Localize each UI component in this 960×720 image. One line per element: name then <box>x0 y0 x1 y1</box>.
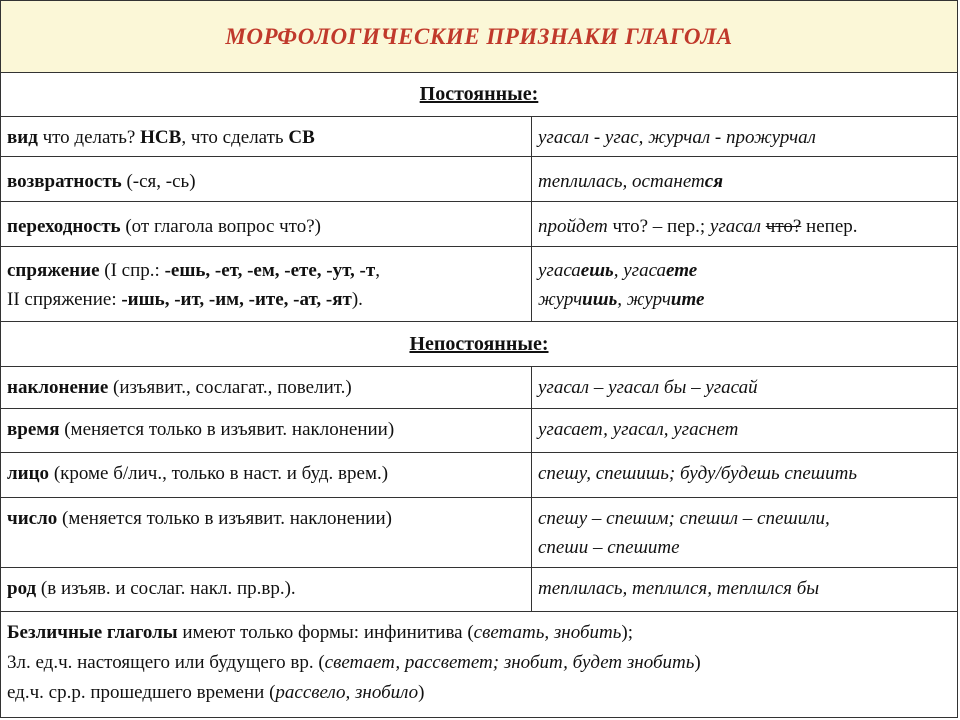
footer-text: ); <box>621 622 633 643</box>
example-text: непер. <box>801 216 858 237</box>
section-constant-label: Постоянные: <box>419 83 539 105</box>
example-line: спешу – спешим; спешил – спешили, <box>538 508 830 529</box>
table-row <box>1 498 957 568</box>
example-text: угасал <box>709 216 766 237</box>
feature-cell <box>1 568 532 611</box>
example-cell <box>532 247 957 321</box>
feature-term: наклонение <box>7 377 109 398</box>
example-text: , журч <box>617 289 671 310</box>
feature-note: НСВ <box>140 127 182 148</box>
example-text: , угаса <box>613 260 667 281</box>
table-row <box>1 453 957 498</box>
example-line: спеши – спешите <box>538 537 680 558</box>
feature-note: (кроме б/лич., только в наст. и буд. врем.) <box>49 463 389 484</box>
table-row <box>1 202 957 247</box>
feature-line <box>7 256 525 285</box>
table-row <box>1 367 957 409</box>
feature-note: (-ся, -сь) <box>121 171 196 192</box>
example-suffix: ете <box>666 260 698 281</box>
example-cell: угасал - угас, журчал - прожурчал <box>538 127 816 148</box>
table-row <box>1 117 957 157</box>
feature-note: , что сделать <box>181 127 289 148</box>
feature-cell <box>1 117 532 156</box>
example-suffix: ишь <box>582 289 618 310</box>
footer-example: светать, знобить <box>473 622 622 643</box>
feature-note: , <box>375 260 380 281</box>
table-row <box>1 247 957 322</box>
example-cell: угасал – угасал бы – угасай <box>538 377 758 398</box>
footer-text: ) <box>694 652 701 673</box>
example-line <box>538 285 951 314</box>
feature-term: возвратность <box>7 171 122 192</box>
table-row <box>1 409 957 453</box>
impersonal-verbs-note <box>1 612 957 717</box>
feature-term: вид <box>7 127 38 148</box>
feature-cell <box>1 367 532 408</box>
example-strike: что? <box>765 216 802 237</box>
footer-line <box>7 618 951 648</box>
example-cell: теплилась, теплился, теплился бы <box>538 578 820 599</box>
footer-text: ) <box>418 682 425 703</box>
feature-cell <box>1 409 532 452</box>
feature-term: время <box>7 419 60 440</box>
example-suffix: ся <box>704 171 723 192</box>
title-row <box>1 1 957 73</box>
feature-cell <box>1 157 532 201</box>
feature-cell <box>1 498 532 567</box>
feature-note: (от глагола вопрос что?) <box>120 216 321 237</box>
footer-term: Безличные глаголы <box>7 622 178 643</box>
footer-example: светает, рассветет; знобит, будет знобить <box>324 652 695 673</box>
footer-text: ед.ч. ср.р. прошедшего времени ( <box>7 682 276 703</box>
example-cell <box>532 202 957 246</box>
example-line <box>538 256 951 285</box>
feature-term: род <box>7 578 37 599</box>
example-text: угаса <box>538 260 581 281</box>
feature-line <box>7 285 525 314</box>
table-title: МОРФОЛОГИЧЕСКИЕ ПРИЗНАКИ ГЛАГОЛА <box>225 23 733 49</box>
feature-term: переходность <box>7 216 121 237</box>
feature-cell <box>1 453 532 497</box>
feature-term: лицо <box>7 463 50 484</box>
section-nonconstant-label: Непостоянные: <box>409 332 549 355</box>
footer-example: рассвело, знобило <box>275 682 419 703</box>
table-row <box>1 157 957 202</box>
footer-text: 3л. ед.ч. настоящего или будущего вр. ( <box>7 652 325 673</box>
feature-note: II спряжение: <box>7 289 122 310</box>
footer-line <box>7 678 951 708</box>
feature-cell <box>1 247 532 321</box>
example-cell: угасает, угасал, угаснет <box>538 419 739 440</box>
feature-note: (меняется только в изъявит. наклонении) <box>59 419 395 440</box>
example-text: что? – пер.; <box>607 216 710 237</box>
example-text: журч <box>538 289 583 310</box>
section-nonconstant <box>1 322 957 367</box>
feature-note: -ишь, -ит, -им, -ите, -ат, -ят <box>121 289 352 310</box>
example-cell: спешу, спешишь; буду/будешь спешить <box>538 463 858 484</box>
feature-note: (в изъяв. и сослаг. накл. пр.вр.). <box>36 578 296 599</box>
footer-text: имеют только формы: инфинитива ( <box>177 622 474 643</box>
section-constant <box>1 73 957 117</box>
feature-term: число <box>7 508 58 529</box>
table-row <box>1 568 957 612</box>
feature-cell <box>1 202 532 246</box>
feature-note: (I спр.: <box>99 260 165 281</box>
example-suffix: ите <box>670 289 705 310</box>
feature-note: СВ <box>288 127 315 148</box>
feature-term: спряжение <box>7 260 100 281</box>
example-text: пройдет <box>538 216 608 237</box>
example-cell <box>532 498 957 567</box>
feature-note: (изъявит., сослагат., повелит.) <box>108 377 352 398</box>
footer-line <box>7 648 951 678</box>
feature-note: ). <box>351 289 363 310</box>
feature-note: -ешь, -ет, -ем, -ете, -ут, -т <box>164 260 376 281</box>
feature-note: что делать? <box>37 127 141 148</box>
example-cell <box>532 157 957 201</box>
example-text: теплилась, останет <box>538 171 705 192</box>
feature-note: (меняется только в изъявит. наклонении) <box>57 508 392 529</box>
example-suffix: ешь <box>580 260 614 281</box>
